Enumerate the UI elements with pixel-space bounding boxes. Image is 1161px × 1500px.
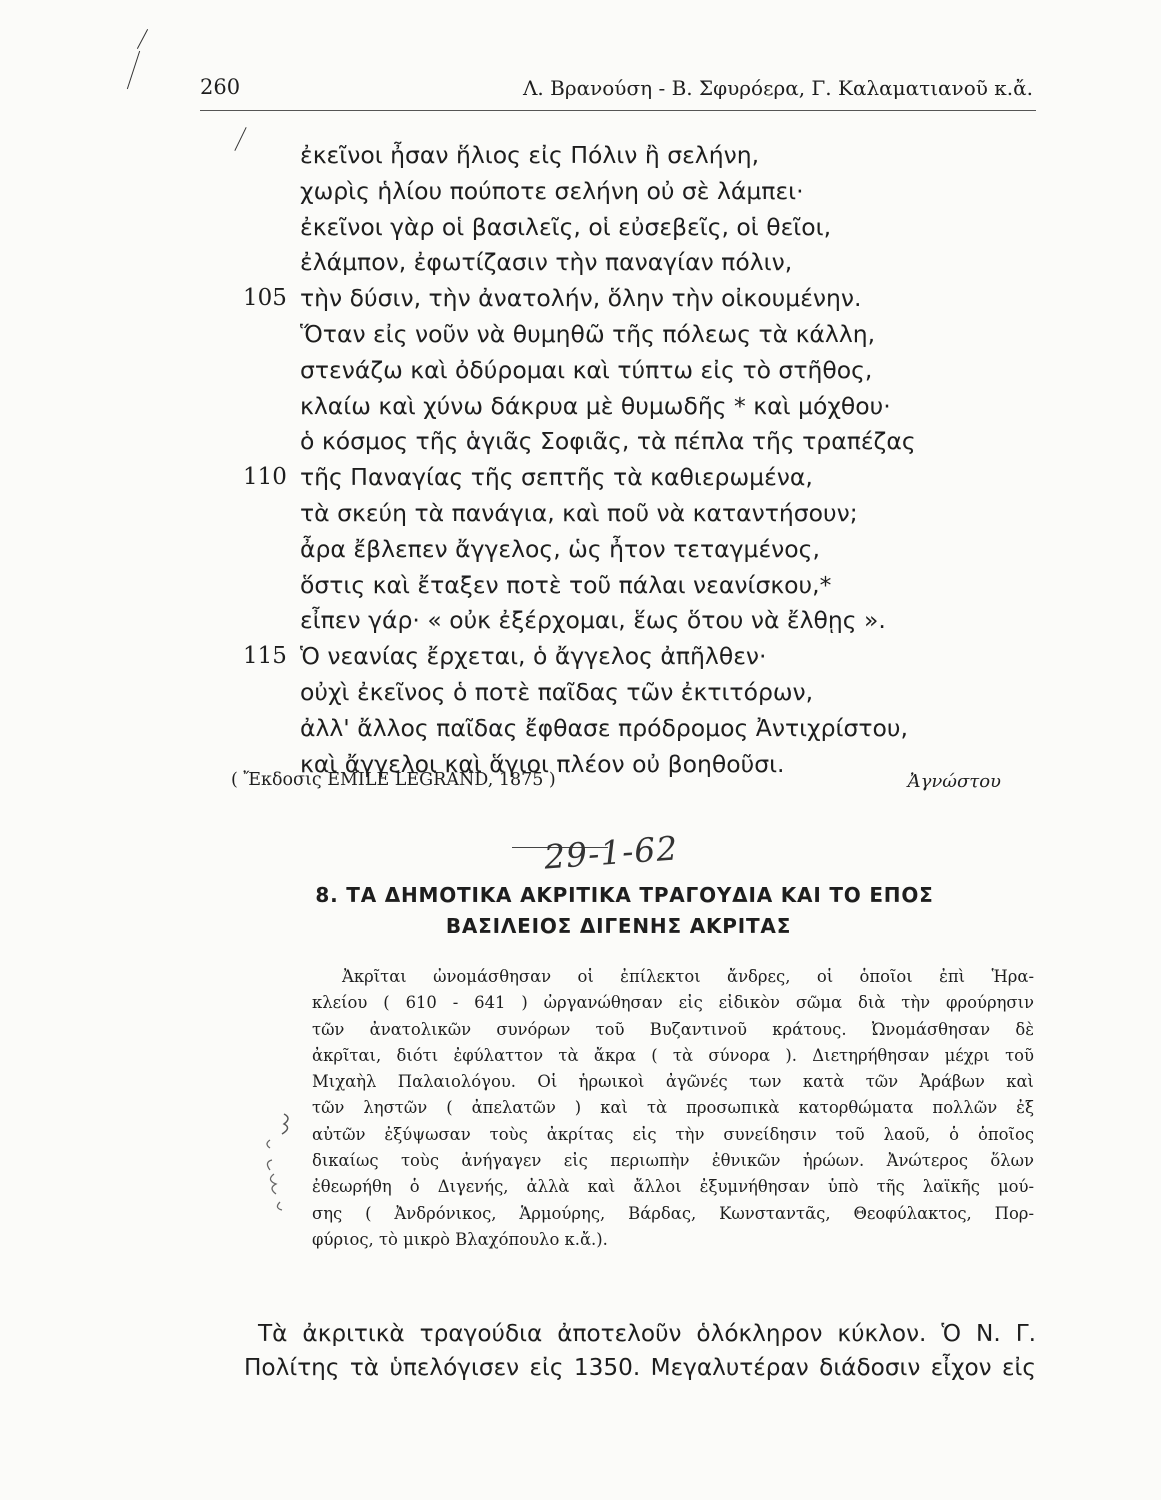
page-number: 260 xyxy=(200,75,241,99)
section-title-line-2: ΒΑΣΙΛΕΙΟΣ ΔΙΓΕΝΗΣ ΑΚΡΙΤΑΣ xyxy=(445,914,792,938)
poem-attribution: Ἀγνώστου xyxy=(907,771,1001,792)
intro-line: δικαίως τοὺς ἀνήγαγεν εἰς περιωπὴν ἐθνικῶν ἡρώων. Ἀνώτερος ὅλων xyxy=(312,1151,1034,1171)
poem-line xyxy=(243,281,1043,317)
verse-text: τὰ σκεύη τὰ πανάγια, καὶ ποῦ νὰ καταντήσουν; xyxy=(300,498,858,527)
poem-line xyxy=(243,460,1043,496)
intro-line: φύριος, τὸ μικρὸ Βλαχόπουλο κ.ἄ.). xyxy=(312,1229,608,1249)
intro-line: Ἀκρῖται ὠνομάσθησαν οἱ ἐπίλεκτοι ἄνδρες, οἱ ὁποῖοι ἐπὶ Ἡρα- xyxy=(342,967,1034,986)
verse-text: κλαίω καὶ χύνω δάκρυα μὲ θυμωδῆς * καὶ μόχθου· xyxy=(300,391,891,420)
verse-text: τὴν δύσιν, τὴν ἀνατολήν, ὅλην τὴν οἰκουμένην. xyxy=(300,284,862,313)
poem-line xyxy=(243,603,1043,639)
edition-source: ( Ἔκδοσις EMILE LEGRAND, 1875 ) xyxy=(231,770,556,790)
verse-text: ὅστις καὶ ἔταξεν ποτὲ τοῦ πάλαι νεανίσκου,* xyxy=(300,570,832,599)
poem xyxy=(243,138,1043,782)
poem-line xyxy=(243,639,1043,675)
running-header: Λ. Βρανούση - Β. Σφυρόερα, Γ. Καλαματιανοῦ κ.ἄ. xyxy=(522,76,1033,100)
poem-line xyxy=(243,317,1043,353)
pencil-mark xyxy=(127,51,140,89)
line-number: 110 xyxy=(243,464,287,491)
body-line: Τὰ ἀκριτικὰ τραγούδια ἀποτελοῦν ὁλόκληρον κύκλον. Ὁ Ν. Γ. xyxy=(258,1320,1036,1347)
poem-line xyxy=(243,174,1043,210)
verse-text: ἐκεῖνοι γὰρ οἱ βασιλεῖς, οἱ εὐσεβεῖς, οἱ θεῖοι, xyxy=(300,212,832,241)
poem-line xyxy=(243,496,1043,532)
section-title-line-1: 8. ΤΑ ΔΗΜΟΤΙΚΑ ΑΚΡΙΤΙΚΑ ΤΡΑΓΟΥΔΙΑ ΚΑΙ ΤΟ ΕΠΟΣ xyxy=(315,883,934,907)
verse-text: Ὅταν εἰς νοῦν νὰ θυμηθῶ τῆς πόλεως τὰ κάλλη, xyxy=(300,319,876,348)
verse-text: τῆς Παναγίας τῆς σεπτῆς τὰ καθιερωμένα, xyxy=(300,463,813,492)
body-line: Πολίτης τὰ ὑπελόγισεν εἰς 1350. Μεγαλυτέραν διάδοσιν εἶχον εἰς xyxy=(244,1354,1036,1381)
verse-text: χωρὶς ἡλίου πούποτε σελήνη οὐ σὲ λάμπει· xyxy=(300,176,804,205)
intro-line: τῶν ἀνατολικῶν συνόρων τοῦ Βυζαντινοῦ κράτους. Ὠνομάσθησαν δὲ xyxy=(312,1019,1034,1039)
intro-paragraph xyxy=(312,964,1034,1253)
intro-line: τῶν ληστῶν ( ἀπελατῶν ) καὶ τὰ προσωπικὰ κατορθώματα πολλῶν ἐξ xyxy=(312,1098,1034,1118)
line-number: 105 xyxy=(243,285,287,312)
verse-text: στενάζω καὶ ὀδύρομαι καὶ τύπτω εἰς τὸ στῆθος, xyxy=(300,355,873,384)
scribble-icon xyxy=(262,1110,296,1220)
poem-line xyxy=(243,568,1043,604)
body-text xyxy=(244,1317,1036,1385)
intro-line: σης ( Ἀνδρόνικος, Ἁρμούρης, Βάρδας, Κωνσταντᾶς, Θεοφύλακτος, Πορ- xyxy=(312,1203,1034,1223)
verse-text: ὁ κόσμος τῆς ἁγιᾶς Σοφιᾶς, τὰ πέπλα τῆς τραπέζας xyxy=(300,427,916,456)
line-number: 115 xyxy=(243,643,287,670)
handwritten-date: 29-1-62 xyxy=(542,828,680,877)
intro-line: αὐτῶν ἐξύψωσαν τοὺς ἀκρίτας εἰς τὴν συνείδησιν τοῦ λαοῦ, ὁ ὁποῖος xyxy=(312,1124,1034,1144)
verse-text: ἀλλ' ἄλλος παῖδας ἔφθασε πρόδρομος Ἀντιχρίστου, xyxy=(300,713,908,742)
intro-line: ἐθεωρήθη ὁ Διγενής, ἀλλὰ καὶ ἄλλοι ἐξυμνήθησαν ὑπὸ τῆς λαϊκῆς μού- xyxy=(312,1177,1034,1197)
verse-text: ἐκεῖνοι ἦσαν ἥλιος εἰς Πόλιν ἢ σελήνη, xyxy=(300,141,760,169)
poem-line xyxy=(243,138,1043,174)
poem-line xyxy=(243,711,1043,747)
poem-line xyxy=(243,675,1043,711)
verse-text: ἐλάμπον, ἐφωτίζασιν τὴν παναγίαν πόλιν, xyxy=(300,248,793,277)
intro-line: ἀκρῖται, διότι ἐφύλαττον τὰ ἄκρα ( τὰ σύνορα ). Διετηρήθησαν μέχρι τοῦ xyxy=(312,1045,1034,1065)
intro-line: Μιχαὴλ Παλαιολόγου. Οἱ ἡρωικοὶ ἀγῶνές των κατὰ τῶν Ἀράβων καὶ xyxy=(312,1072,1034,1092)
margin-scribbles xyxy=(262,1110,296,1220)
poem-line xyxy=(243,353,1043,389)
pencil-mark xyxy=(137,29,148,49)
verse-text: ἆρα ἔβλεπεν ἄγγελος, ὡς ἦτον τεταγμένος, xyxy=(300,534,820,563)
header-rule xyxy=(200,110,1036,111)
poem-line xyxy=(243,532,1043,568)
poem-line xyxy=(243,245,1043,281)
intro-line: κλείου ( 610 - 641 ) ὠργανώθησαν εἰς εἰδικὸν σῶμα διὰ τὴν φρούρησιν xyxy=(312,993,1034,1013)
poem-line xyxy=(243,210,1043,246)
verse-text: εἶπεν γάρ· « οὐκ ἐξέρχομαι, ἕως ὅτου νὰ ἔλθῃς ». xyxy=(300,606,886,635)
poem-line xyxy=(243,424,1043,460)
poem-line xyxy=(243,389,1043,425)
verse-text: καὶ ἄγγελοι καὶ ἅγιοι πλέον οὐ βοηθοῦσι. xyxy=(300,749,785,778)
verse-text: οὐχὶ ἐκεῖνος ὁ ποτὲ παῖδας τῶν ἐκτιτόρων, xyxy=(300,677,814,706)
verse-text: Ὁ νεανίας ἔρχεται, ὁ ἄγγελος ἀπῆλθεν· xyxy=(300,642,767,671)
